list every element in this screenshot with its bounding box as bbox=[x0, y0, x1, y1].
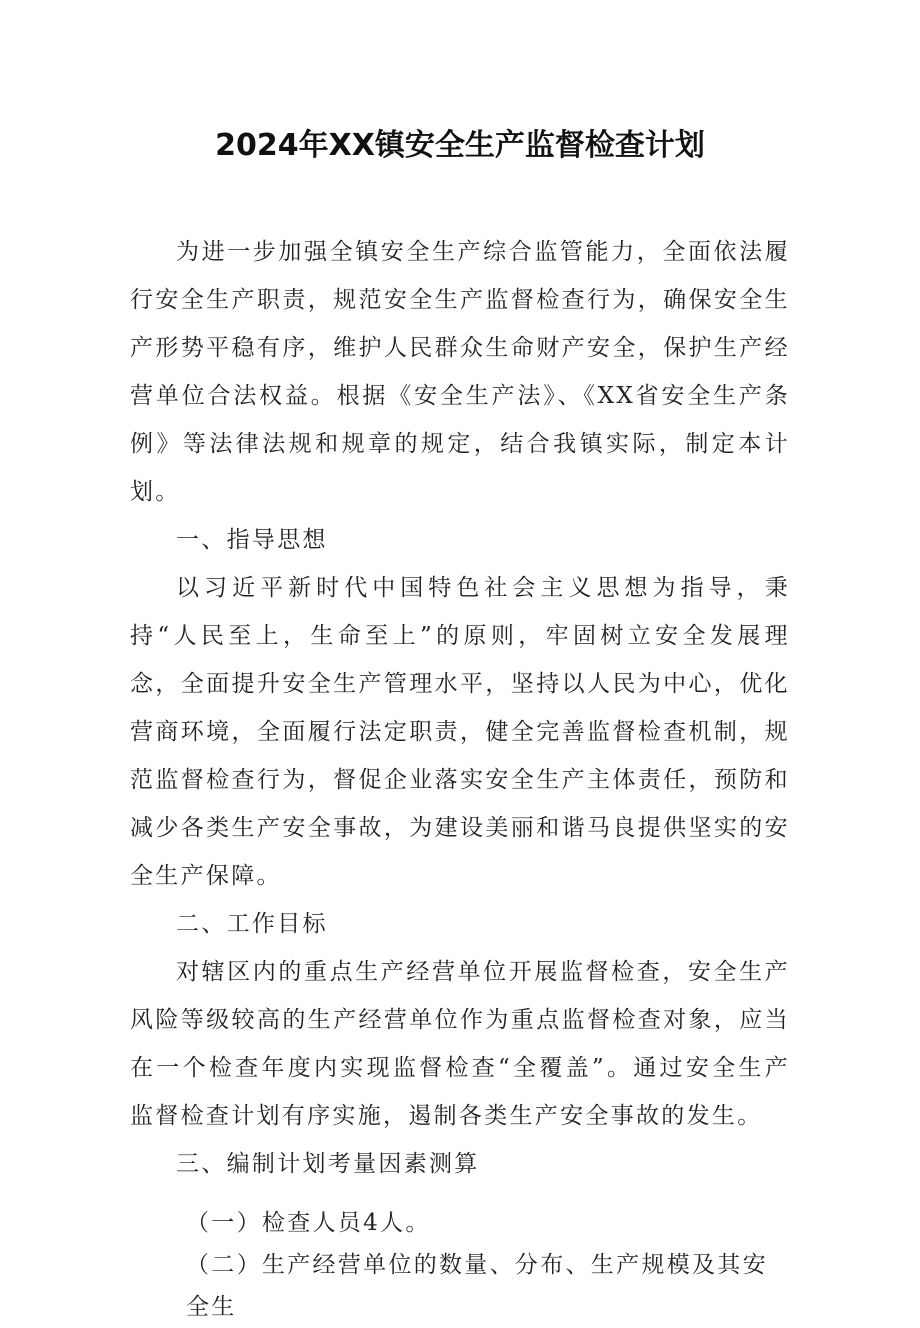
list-item-business-units: （二）生产经营单位的数量、分布、生产规模及其安全生 bbox=[186, 1252, 768, 1320]
section-text-guiding-ideology: 以习近平新时代中国特色社会主义思想为指导，秉持“人民至上，生命至上”的原则，牢固树立安全发展理念，全面提升安全生产管理水平，坚持以人民为中心，优化营商环境，全面履行法定职责，健全完善监督检查机制，规范监督检查行为，督促企业落实安全生产主体责任，预防和减少各类生产安全事故，为建设美丽和谐马良提供坚实的安全生产保障。 bbox=[130, 575, 790, 889]
intro-paragraph: 为进一步加强全镇安全生产综合监管能力，全面依法履行安全生产职责，规范安全生产监督检查行为，确保安全生产形势平稳有序，维护人民群众生命财产安全，保护生产经营单位合法权益。根据《安全生产法》、《XX省安全生产条例》等法律法规和规章的规定，结合我镇实际，制定本计划。 bbox=[130, 239, 790, 505]
section-heading-planning-factors: 三、编制计划考量因素测算 bbox=[176, 1151, 480, 1177]
list-item-inspectors: （一）检查人员4人。 bbox=[186, 1210, 431, 1236]
section-text-work-goals: 对辖区内的重点生产经营单位开展监督检查，安全生产风险等级较高的生产经营单位作为重点监督检查对象，应当在一个检查年度内实现监督检查“全覆盖”。通过安全生产监督检查计划有序实施，遏制各类生产安全事故的发生。 bbox=[130, 959, 790, 1129]
section-heading-guiding-ideology: 一、指导思想 bbox=[176, 527, 328, 553]
section-heading-work-goals: 二、工作目标 bbox=[176, 911, 328, 937]
document-body bbox=[130, 228, 790, 1328]
document-title: 2024年XX镇安全生产监督检查计划 bbox=[215, 128, 705, 163]
